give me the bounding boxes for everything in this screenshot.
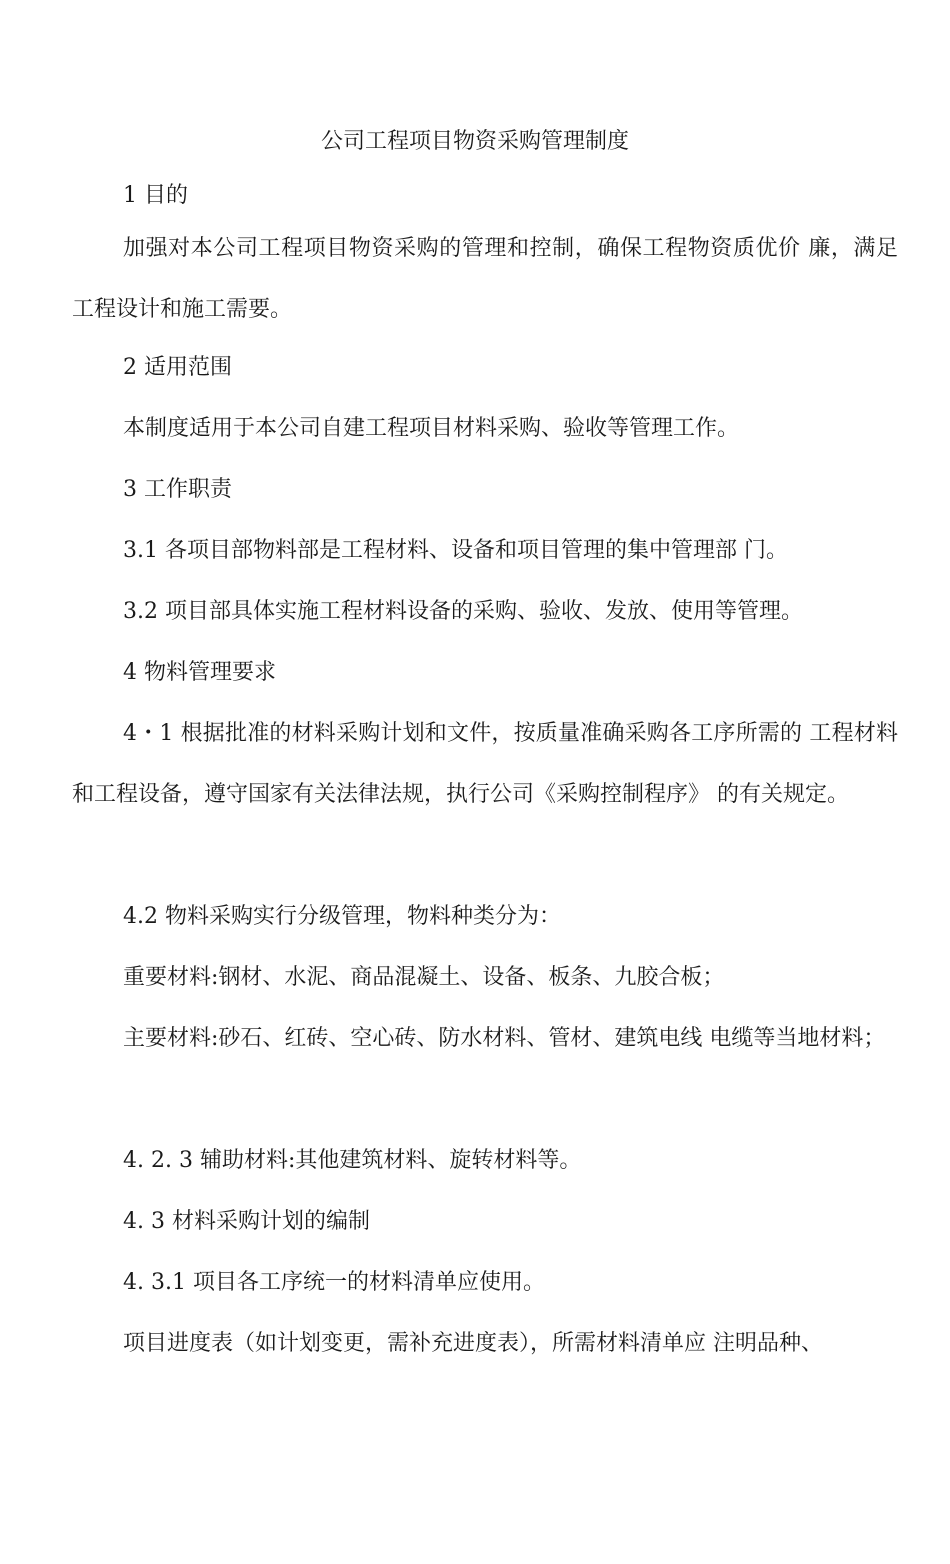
paragraph-important-materials: 重要材料:钢材、水泥、商品混凝土、设备、板条、九胶合板； — [123, 965, 725, 990]
paragraph-scope: 本制度适用于本公司自建工程项目材料采购、验收等管理工作。 — [123, 416, 740, 441]
paragraph-purpose: 加强对本公司工程项目物资采购的管理和控制，确保工程物资质优价 廉，满足工程设计和施工需要。 — [72, 236, 898, 322]
paragraph-schedule: 项目进度表（如计划变更，需补充进度表），所需材料清单应 注明品种、 — [123, 1331, 823, 1356]
paragraph-requirement-4-1: 4・1 根据批准的材料采购计划和文件，按质量准确采购各工序所需的 工程材料和工程设备，遵守国家有关法律法规，执行公司《采购控制程序》 的有关规定。 — [72, 721, 898, 807]
paragraph-plan-4-3-1: 4. 3.1 项目各工序统一的材料清单应使用。 — [123, 1270, 545, 1295]
section-heading-purpose: 1 目的 — [123, 183, 188, 208]
paragraph-auxiliary-materials: 4. 2. 3 辅助材料:其他建筑材料、旋转材料等。 — [123, 1148, 582, 1173]
document-title: 公司工程项目物资采购管理制度 — [320, 129, 629, 154]
paragraph-requirement-4-2: 4.2 物料采购实行分级管理，物料种类分为： — [123, 904, 561, 929]
section-heading-scope: 2 适用范围 — [123, 355, 232, 380]
section-heading-requirements: 4 物料管理要求 — [123, 660, 276, 685]
paragraph-duty-3-2: 3.2 项目部具体实施工程材料设备的采购、验收、发放、使用等管理。 — [123, 599, 803, 624]
paragraph-duty-3-1: 3.1 各项目部物料部是工程材料、设备和项目管理的集中管理部 门。 — [123, 538, 788, 563]
section-heading-plan: 4. 3 材料采购计划的编制 — [123, 1209, 370, 1234]
section-heading-duties: 3 工作职责 — [123, 477, 232, 502]
paragraph-main-materials: 主要材料:砂石、红砖、空心砖、防水材料、管材、建筑电线 电缆等当地材料； — [123, 1026, 886, 1051]
